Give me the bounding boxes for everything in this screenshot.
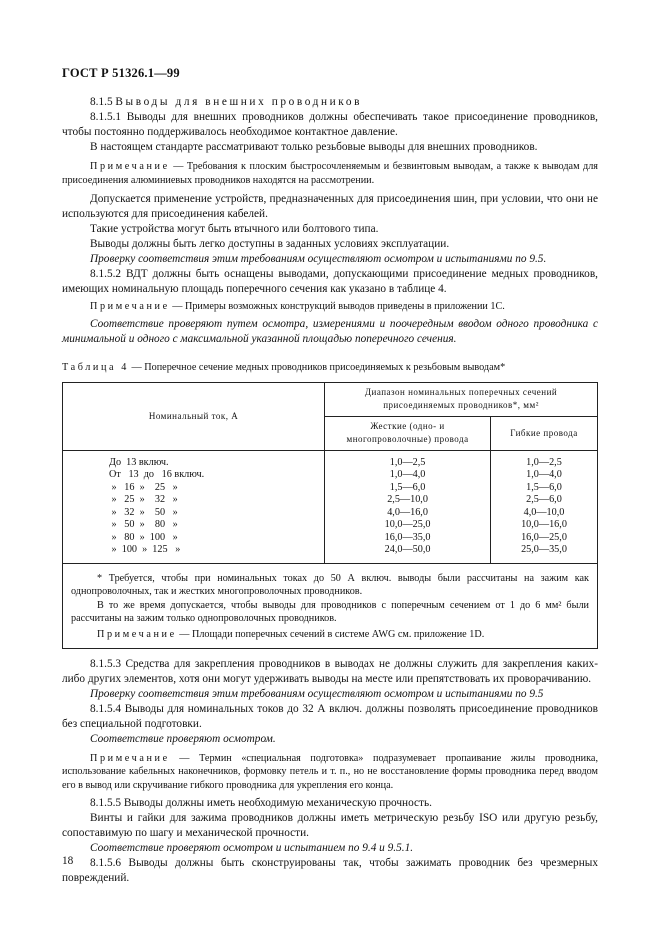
table-footnote: В то же время допускается, чтобы выводы для проводников с поперечным сечением от 1 до 6 мм² были рассчитаны на зажим только однопроволочных проводников.: [71, 599, 589, 624]
note: [62, 752, 598, 793]
rigid-column: [325, 450, 491, 563]
current-row: » 16 » 25 »: [109, 481, 178, 493]
flexible-cell: 25,0—35,0: [521, 544, 567, 556]
flexible-cell: 1,0—2,5: [526, 456, 562, 468]
current-row: » 25 » 32 »: [109, 494, 178, 506]
paragraph-8-1-5-5: 8.1.5.5 Выводы должны иметь необходимую механическую прочность.: [90, 796, 432, 809]
document-body: [62, 95, 598, 886]
header-range: Диапазон номинальных поперечных сечений присоединяемых проводников*, мм²: [325, 382, 598, 416]
rigid-cell: 24,0—50,0: [384, 544, 431, 556]
flexible-cell: 4,0—10,0: [523, 506, 565, 518]
compliance-check: Проверку соответствия этим требованиям осуществляют осмотром и испытаниями по 9.5: [90, 687, 544, 700]
paragraph: Выводы должны быть легко доступны в заданных условиях эксплуатации.: [90, 238, 450, 251]
rigid-cell: 2,5—10,0: [387, 494, 428, 506]
rigid-cell: 16,0—35,0: [384, 531, 431, 543]
table-caption-text: — Поперечное сечение медных проводников присоединяемых к резьбовым выводам*: [128, 361, 506, 373]
rigid-cell: 10,0—25,0: [384, 519, 431, 531]
current-row: » 80 » 100 »: [109, 531, 178, 543]
rigid-cell: 4,0—16,0: [387, 506, 428, 518]
note: [62, 300, 598, 314]
paragraph-8-1-5-3: 8.1.5.3 Средства для закрепления проводников в выводах не должны служить для закрепления каких-либо других элементов, хотя они могут удерживать выводы на месте или препятствовать их проворачиванию.: [62, 657, 598, 685]
table-footnotes: [63, 563, 598, 648]
current-row: До 13 включ.: [109, 456, 169, 468]
current-column: [63, 450, 325, 563]
rigid-cell: 1,5—6,0: [389, 481, 426, 493]
paragraph-8-1-5-6: 8.1.5.6 Выводы должны быть сконструированы так, чтобы зажимать проводник без чрезмерных повреждений.: [62, 856, 598, 884]
current-row: » 100 » 125 »: [109, 544, 181, 556]
note: [62, 160, 598, 187]
note-label: Примечание: [90, 301, 170, 313]
compliance-check: Соответствие проверяют путем осмотра, измерениями и поочередным вводом одного проводника с минимальной и одного с максимальной указанной площадью поперечного сечения.: [62, 317, 598, 345]
paragraph: Такие устройства могут быть втычного или болтового типа.: [90, 223, 379, 236]
compliance-check: Соответствие проверяют осмотром и испытанием по 9.4 и 9.5.1.: [90, 841, 414, 854]
paragraph: Винты и гайки для зажима проводников должны иметь метрическую резьбу ISO или другую резьбу, сопоставимую по шагу и механической прочности.: [62, 811, 598, 839]
compliance-check: Проверку соответствия этим требованиям осуществляют осмотром и испытаниями по 9.5.: [90, 253, 547, 266]
rigid-cell: 1,0—2,5: [389, 456, 426, 468]
compliance-check: Соответствие проверяют осмотром.: [90, 732, 276, 745]
section-heading: 8.1.5 Выводы для внешних проводников: [90, 96, 363, 108]
rigid-cell: 1,0—4,0: [389, 469, 426, 481]
flexible-cell: 1,5—6,0: [526, 481, 562, 493]
page-number: 18: [62, 855, 74, 867]
section-heading-spaced: Выводы для внешних проводников: [115, 96, 363, 108]
note-label: Примечание: [90, 161, 170, 172]
note-label: Примечание: [90, 752, 170, 764]
table-caption: [62, 361, 598, 374]
table-caption-label: Таблица 4: [62, 361, 129, 373]
flexible-cell: 2,5—6,0: [526, 494, 562, 506]
flexible-cell: 16,0—25,0: [521, 531, 567, 543]
document-header: ГОСТ Р 51326.1—99: [62, 66, 180, 80]
current-row: » 50 » 80 »: [109, 519, 178, 531]
header-rigid: Жесткие (одно- и многопроволочные) провода: [325, 416, 491, 450]
header-flexible: Гибкие провода: [490, 416, 597, 450]
flexible-cell: 10,0—16,0: [521, 519, 567, 531]
table-footnote: * Требуется, чтобы при номинальных токах до 50 А включ. выводы были рассчитаны на зажим как однопроволочных, так и жестких многопроволочных проводников.: [71, 572, 589, 598]
note-text: — Площади поперечных сечений в системе AWG см. приложение 1D.: [176, 629, 485, 641]
paragraph-8-1-5-2: 8.1.5.2 ВДТ должны быть оснащены выводами, допускающими присоединение медных проводников, имеющих номинальную площадь поперечного сечения как указано в таблице 4.: [62, 268, 598, 296]
conductor-table: [62, 382, 598, 649]
paragraph: В настоящем стандарте рассматривают только резьбовые выводы для внешних проводников.: [90, 141, 538, 153]
paragraph-8-1-5-1: 8.1.5.1 Выводы для внешних проводников должны обеспечивать такое присоединение проводников, чтобы постоянно поддерживалось необходимое контактное давление.: [62, 111, 598, 138]
header-nominal-current: Номинальный ток, А: [63, 382, 325, 450]
note-text: — Термин «специальная подготовка» подразумевает пропаивание жилы проводника, использование кабельных наконечников, формовку петель и т. п., но не восстановление формы проводника перед вводом его в вывод или скручивание гибкого проводника для укрепления его конца.: [62, 752, 598, 791]
flexible-cell: 1,0—4,0: [526, 469, 562, 481]
note-text: — Примеры возможных конструкций выводов приведены в приложении 1С.: [169, 301, 505, 313]
table-note: [71, 628, 589, 641]
current-row: » 32 » 50 »: [109, 506, 178, 518]
paragraph: Допускается применение устройств, предназначенных для присоединения шин, при условии, что они не используются для присоединения кабелей.: [62, 193, 598, 221]
note-label: Примечание: [97, 629, 177, 641]
flexible-column: [490, 450, 597, 563]
note-text: — Требования к плоским быстросочленяемым и безвинтовым выводам, а также к выводам для присоединения алюминиевых проводников находятся на рассмотрении.: [62, 161, 598, 186]
current-row: От 13 до 16 включ.: [109, 469, 205, 481]
paragraph-8-1-5-4: 8.1.5.4 Выводы для номинальных токов до 32 А включ. должны позволять присоединение проводников без специальной подготовки.: [62, 702, 598, 730]
